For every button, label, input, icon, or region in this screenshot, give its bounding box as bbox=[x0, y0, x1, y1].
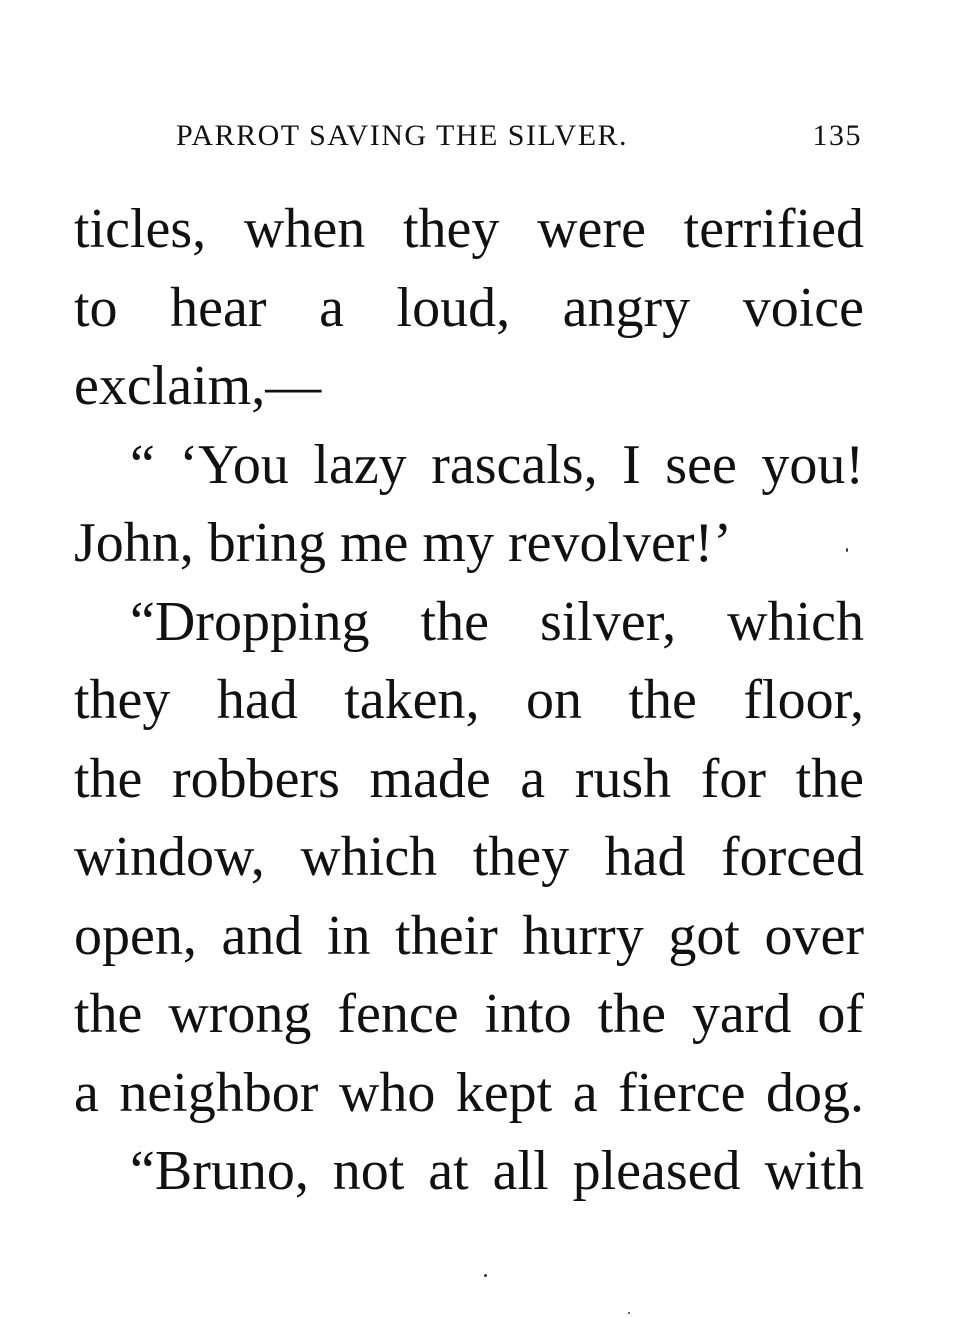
text-line: window, which they had forced bbox=[74, 826, 864, 888]
text-line: open, and in their hurry got over bbox=[74, 904, 864, 967]
body-text bbox=[74, 190, 864, 1211]
text-line: to hear a loud, angry voice bbox=[74, 276, 864, 339]
scan-speck bbox=[846, 548, 848, 552]
page-header bbox=[176, 114, 862, 158]
scan-speck bbox=[628, 1312, 630, 1314]
text-line: they had taken, on the floor, bbox=[74, 669, 864, 731]
text-line: John, bring me my revolver!’ bbox=[74, 512, 732, 574]
text-line: the robbers made a rush for the bbox=[74, 747, 864, 810]
running-title: PARROT SAVING THE SILVER. bbox=[176, 119, 629, 152]
page-number: 135 bbox=[812, 119, 862, 152]
text-line: a neighbor who kept a fierce dog. bbox=[74, 1061, 864, 1124]
text-line: “Dropping the silver, which bbox=[130, 590, 864, 653]
text-line: the wrong fence into the yard of bbox=[74, 983, 864, 1045]
text-line: “Bruno, not at all pleased with bbox=[130, 1140, 864, 1202]
text-line: “ ‘You lazy rascals, I see you! bbox=[130, 433, 864, 496]
text-line: ticles, when they were terrified bbox=[74, 198, 864, 260]
text-line: exclaim,— bbox=[74, 355, 322, 417]
scan-speck bbox=[484, 1274, 487, 1277]
